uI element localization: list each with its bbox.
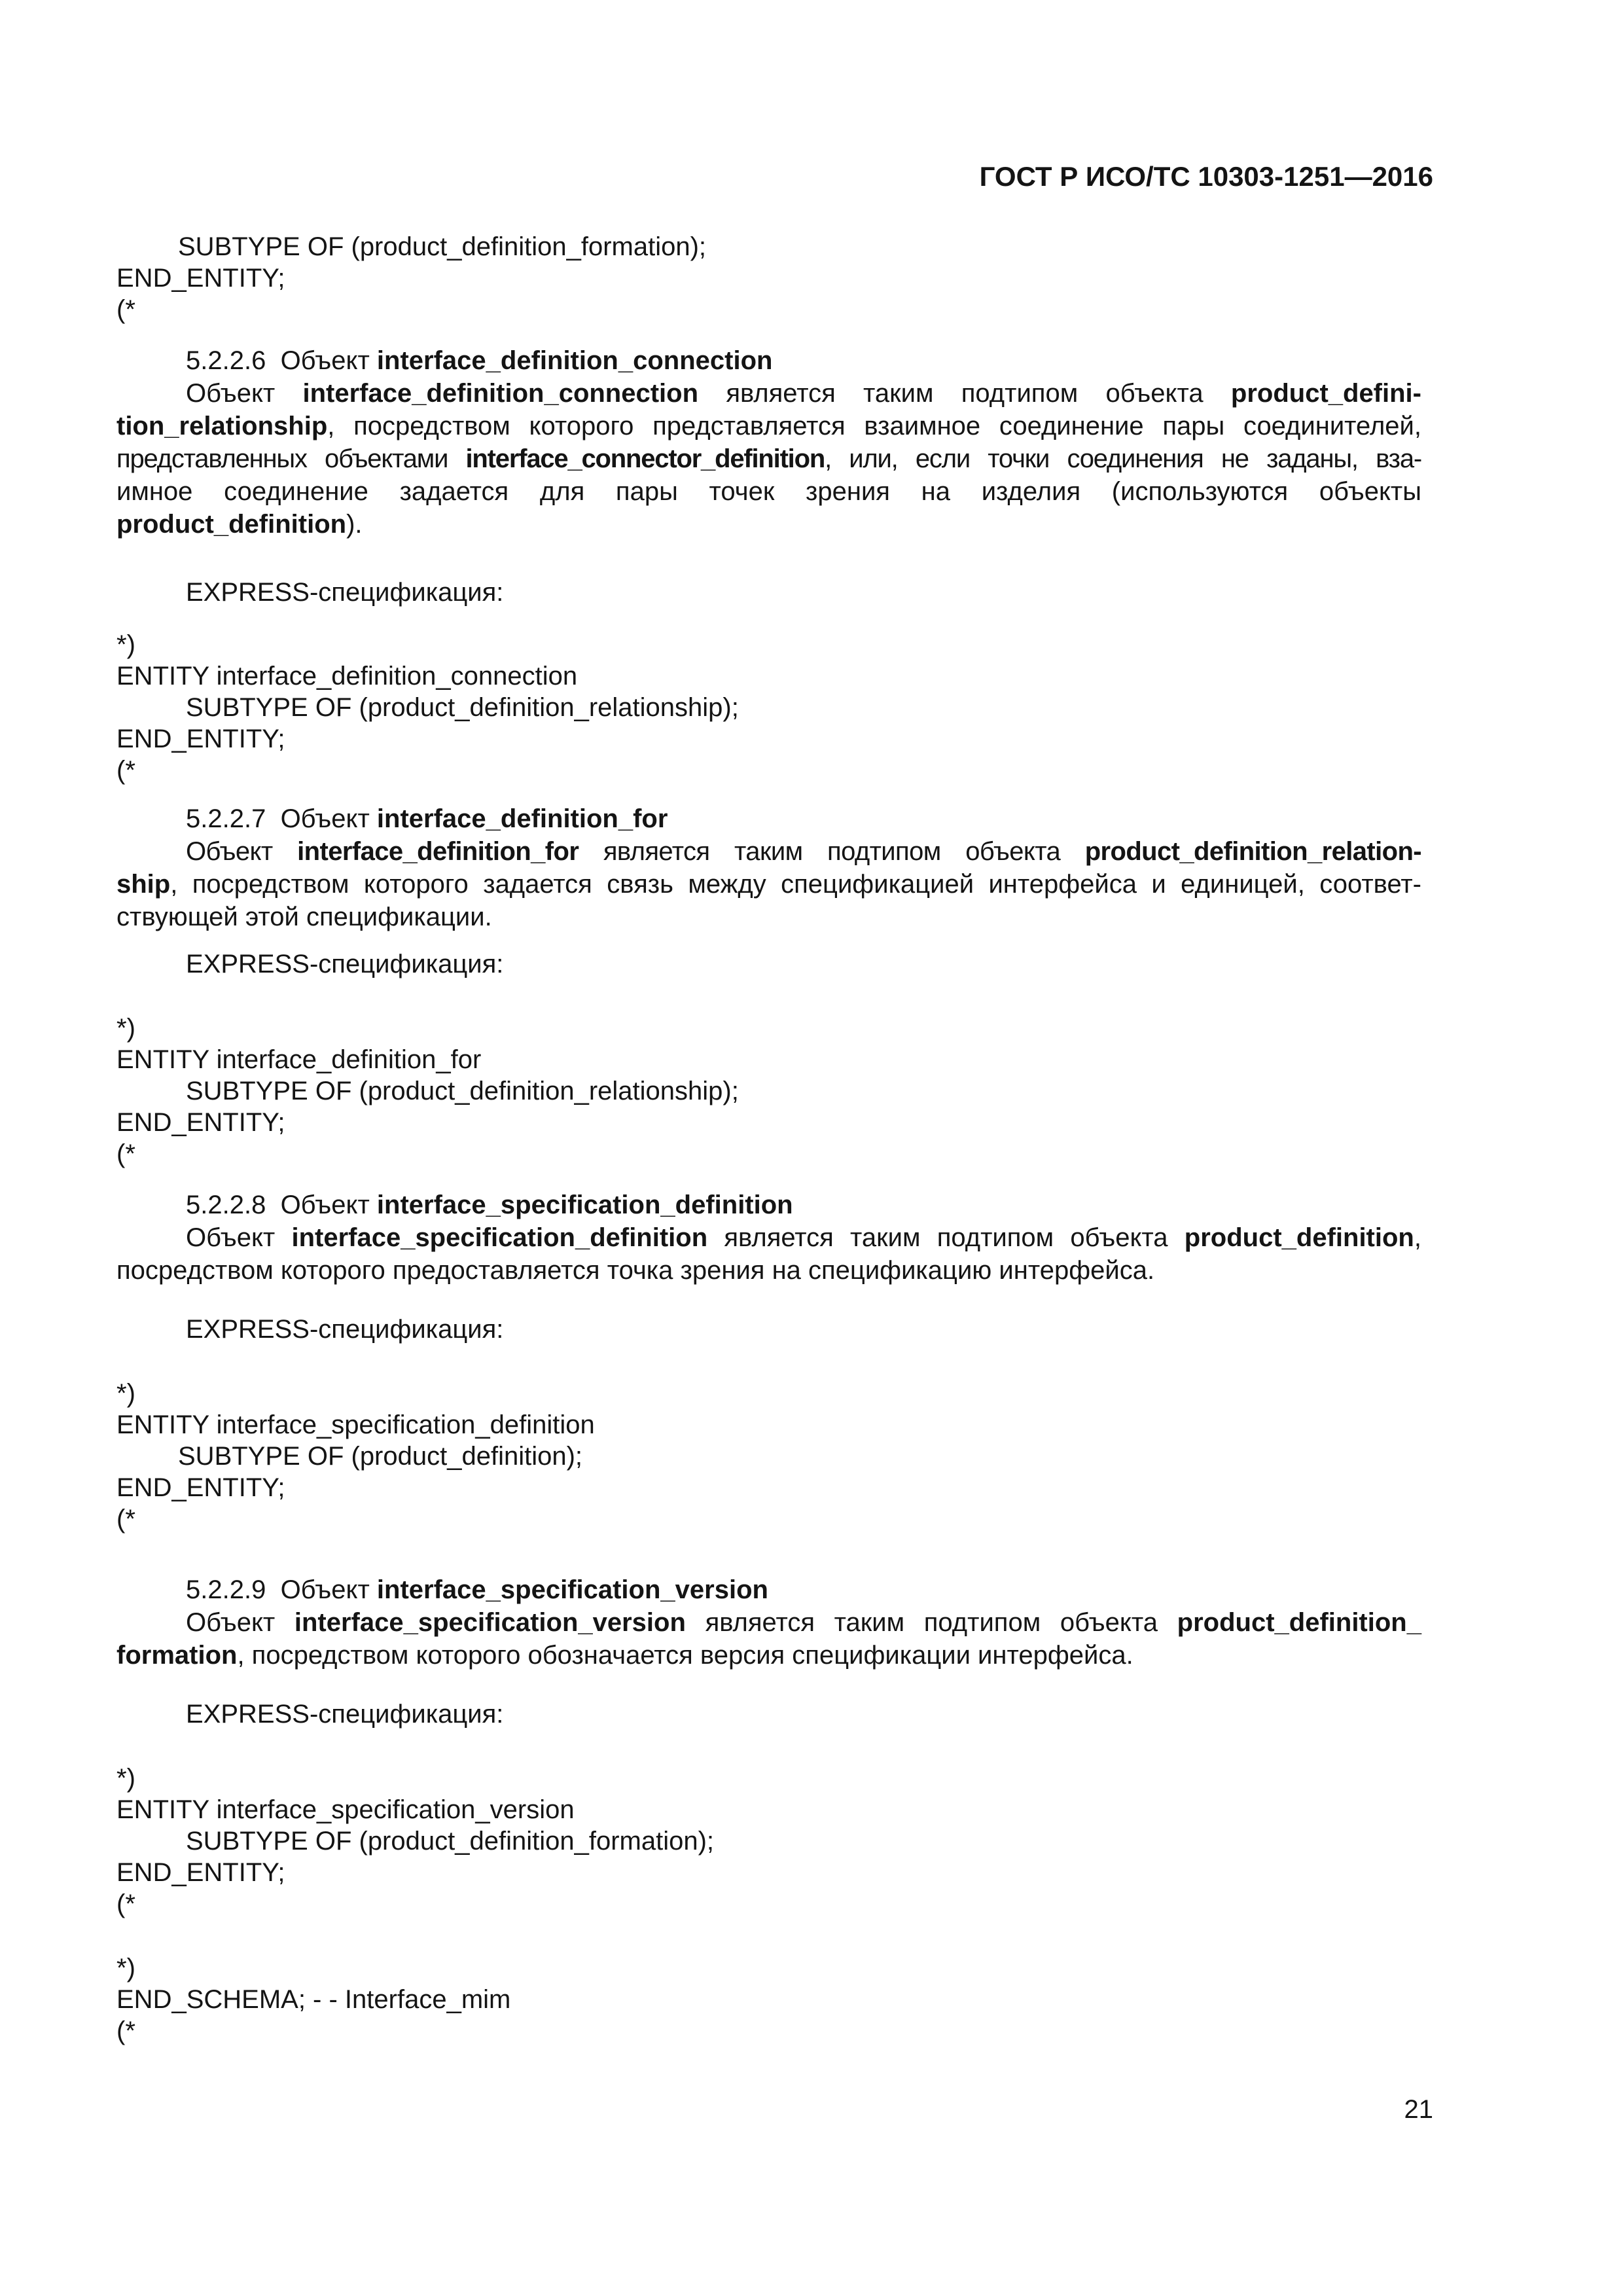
desc-text: Объект: [186, 1608, 276, 1637]
entity-line: ENTITY interface_definition_for: [116, 1045, 482, 1074]
desc-line: [186, 377, 1421, 410]
desc-entity: product_definition: [116, 510, 347, 539]
section-word: Объект: [280, 346, 370, 375]
comment-open-line: (*: [116, 756, 135, 785]
end-entity-line: END_ENTITY;: [116, 1858, 285, 1887]
desc-line: [116, 868, 1421, 901]
comment-open-line: (*: [116, 2017, 135, 2045]
desc-line: [116, 508, 363, 541]
desc-text: ствующей этой спецификации.: [116, 903, 492, 931]
desc-text: Объект: [186, 379, 276, 408]
desc-text: посредством которого предоставляется точка зрения на спецификацию интерфейса.: [116, 1256, 1155, 1285]
desc-text: представленных объектами: [116, 444, 448, 473]
section-heading: [186, 1189, 793, 1221]
comment-open-line: (*: [116, 1505, 135, 1534]
desc-text: является таким подтипом объекта: [726, 379, 1204, 408]
desc-text: , посредством которого задается связь между спецификацией интерфейса и единицей, соответ-: [170, 870, 1421, 899]
end-entity-line: END_ENTITY;: [116, 725, 285, 753]
desc-entity: interface_connector_definition: [465, 444, 825, 473]
desc-line: [116, 410, 1421, 442]
desc-entity: product_definition_: [1177, 1608, 1421, 1637]
section-number: 5.2.2.8: [186, 1191, 266, 1219]
express-label: EXPRESS-спецификация:: [186, 1700, 504, 1729]
section-entity-name: interface_specification_version: [376, 1575, 768, 1604]
subtype-line: SUBTYPE OF (product_definition);: [178, 1442, 583, 1471]
express-label: EXPRESS-спецификация:: [186, 950, 504, 978]
desc-entity: interface_specification_version: [294, 1608, 686, 1637]
entity-line: ENTITY interface_specification_definition: [116, 1410, 595, 1439]
section-word: Объект: [280, 1575, 370, 1604]
subtype-line: SUBTYPE OF (product_definition_relationship);: [186, 1077, 739, 1105]
desc-entity: ship: [116, 870, 171, 899]
comment-close-line: *): [116, 1379, 135, 1408]
end-entity-line: END_ENTITY;: [116, 1473, 285, 1502]
desc-text: , посредством которого представляется взаимное соединение пары соединителей,: [327, 412, 1421, 440]
comment-open-line: (*: [116, 1139, 135, 1168]
desc-text: Объект: [186, 1223, 276, 1252]
desc-line: [186, 835, 1421, 868]
desc-entity: interface_definition_for: [297, 837, 579, 866]
section-entity-name: interface_definition_connection: [376, 346, 773, 375]
section-word: Объект: [280, 804, 370, 833]
desc-entity: product_definition: [1184, 1223, 1414, 1252]
desc-text: , посредством которого обозначается версия спецификации интерфейса.: [237, 1641, 1133, 1670]
desc-text: является таким подтипом объекта: [603, 837, 1061, 866]
comment-close-line: *): [116, 1954, 135, 1982]
desc-entity: interface_specification_definition: [291, 1223, 708, 1252]
desc-entity: product_definition_relation-: [1084, 837, 1422, 866]
express-label: EXPRESS-спецификация:: [186, 1315, 504, 1344]
section-word: Объект: [280, 1191, 370, 1219]
desc-line: [116, 901, 492, 933]
comment-close-line: *): [116, 630, 135, 659]
express-label: EXPRESS-спецификация:: [186, 578, 504, 607]
entity-line: ENTITY interface_specification_version: [116, 1795, 575, 1824]
comment-close-line: *): [116, 1014, 135, 1043]
subtype-line: SUBTYPE OF (product_definition_formation);: [186, 1827, 715, 1856]
section-number: 5.2.2.7: [186, 804, 266, 833]
desc-entity: interface_definition_connection: [302, 379, 699, 408]
desc-line: [116, 442, 1421, 475]
section-number: 5.2.2.6: [186, 346, 266, 375]
desc-line: [186, 1606, 1421, 1639]
document-header: ГОСТ Р ИСО/ТС 10303-1251—2016: [979, 161, 1433, 192]
entity-line: ENTITY interface_definition_connection: [116, 662, 578, 691]
section-heading: [186, 1573, 768, 1606]
desc-text: является таким подтипом объекта: [724, 1223, 1168, 1252]
desc-line: [116, 475, 1421, 508]
subtype-line: SUBTYPE OF (product_definition_formation);: [178, 232, 707, 261]
section-number: 5.2.2.9: [186, 1575, 266, 1604]
section-heading: [186, 802, 668, 835]
comment-open-line: (*: [116, 1890, 135, 1918]
desc-line: [186, 1221, 1421, 1254]
section-entity-name: interface_specification_definition: [376, 1191, 793, 1219]
desc-text: является таким подтипом объекта: [705, 1608, 1158, 1637]
section-heading: [186, 344, 772, 377]
section-entity-name: interface_definition_for: [376, 804, 668, 833]
comment-close-line: *): [116, 1764, 135, 1793]
desc-line: [116, 1254, 1154, 1287]
desc-text: , или, если точки соединения не заданы, вза-: [825, 444, 1421, 473]
end-entity-line: END_ENTITY;: [116, 264, 285, 293]
end-entity-line: END_ENTITY;: [116, 1108, 285, 1137]
page-number: 21: [1404, 2095, 1433, 2124]
desc-text: имное соединение задается для пары точек зрения на изделия (используются объекты: [116, 477, 1421, 506]
end-schema-line: END_SCHEMA; - - Interface_mim: [116, 1985, 511, 2014]
desc-text: Объект: [186, 837, 273, 866]
comment-open-line: (*: [116, 295, 135, 324]
subtype-line: SUBTYPE OF (product_definition_relationship);: [186, 693, 739, 722]
desc-text: ,: [1414, 1223, 1421, 1252]
desc-text: ).: [346, 510, 363, 539]
desc-line: [116, 1639, 1133, 1672]
desc-entity: product_defini-: [1230, 379, 1421, 408]
desc-entity: formation: [116, 1641, 238, 1670]
desc-entity: tion_relationship: [116, 412, 328, 440]
